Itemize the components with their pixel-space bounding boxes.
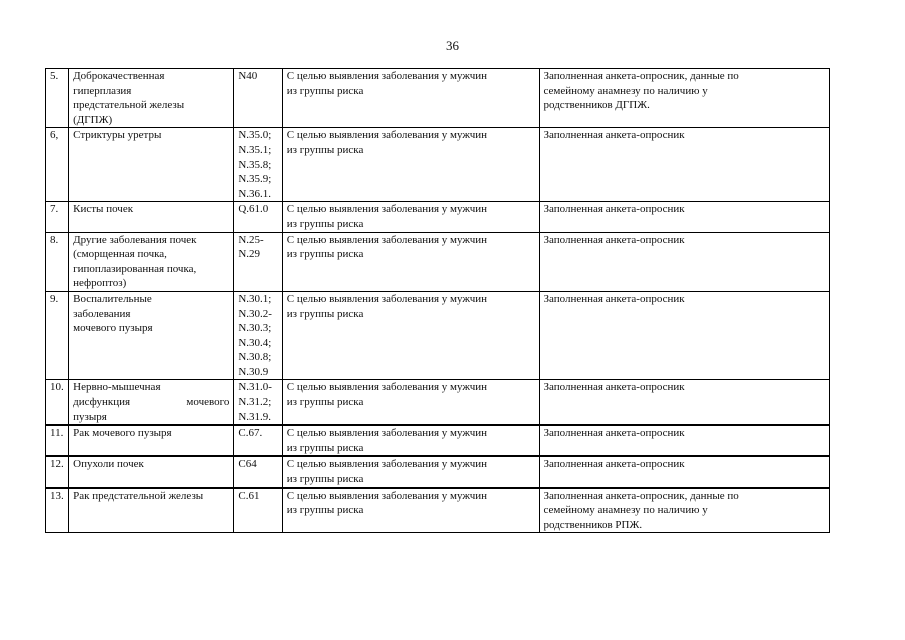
disease-name: Опухоли почек	[69, 456, 234, 487]
row-number: 8.	[46, 232, 69, 291]
screening-result: Заполненная анкета-опросник	[539, 232, 829, 291]
screening-result: Заполненная анкета-опросник	[539, 380, 829, 425]
screening-purpose: С целью выявления заболевания у мужчин из группы риска	[282, 425, 539, 456]
screening-result: Заполненная анкета-опросник, данные по семейному анамнезу по наличию у родственников ДГПЖ.	[539, 69, 829, 128]
icd-code: N.30.1; N.30.2- N.30.3; N.30.4; N.30.8; N.30.9	[234, 291, 282, 380]
row-number: 6,	[46, 128, 69, 202]
disease-name: Воспалительные заболевания мочевого пузыря	[69, 291, 234, 380]
table-row	[46, 202, 830, 232]
screening-result: Заполненная анкета-опросник	[539, 425, 829, 456]
row-number: 9.	[46, 291, 69, 380]
disease-name-word: дисфункция	[73, 396, 131, 409]
table-row	[46, 69, 830, 128]
disease-name-line: Нервно-мышечная	[73, 381, 161, 394]
screening-result: Заполненная анкета-опросник	[539, 291, 829, 380]
screening-result: Заполненная анкета-опросник	[539, 456, 829, 487]
disease-name: Кисты почек	[69, 202, 234, 232]
icd-code: N.35.0; N.35.1; N.35.8; N.35.9; N.36.1.	[234, 128, 282, 202]
screening-purpose: С целью выявления заболевания у мужчин из группы риска	[282, 488, 539, 533]
screening-result: Заполненная анкета-опросник	[539, 128, 829, 202]
icd-code: N.25- N.29	[234, 232, 282, 291]
disease-name: Стриктуры уретры	[69, 128, 234, 202]
disease-name: Доброкачественная гиперплазия предстательной железы (ДГПЖ)	[69, 69, 234, 128]
screening-purpose: С целью выявления заболевания у мужчин из группы риска	[282, 128, 539, 202]
disease-name	[69, 380, 234, 425]
icd-code: C.61	[234, 488, 282, 533]
screening-purpose: С целью выявления заболевания у мужчин из группы риска	[282, 291, 539, 380]
disease-name-word: мочевого	[186, 396, 230, 409]
disease-name: Другие заболевания почек (сморщенная почка, гипоплазированная почка, нефроптоз)	[69, 232, 234, 291]
table-row	[46, 380, 830, 425]
row-number: 5.	[46, 69, 69, 128]
screening-result: Заполненная анкета-опросник, данные по семейному анамнезу по наличию у родственников РПЖ.	[539, 488, 829, 533]
row-number: 11.	[46, 425, 69, 456]
disease-name-line	[73, 395, 229, 410]
disease-name: Рак мочевого пузыря	[69, 425, 234, 456]
disease-name: Рак предстательной железы	[69, 488, 234, 533]
screening-purpose: С целью выявления заболевания у мужчин из группы риска	[282, 380, 539, 425]
table-row	[46, 456, 830, 487]
icd-code: N.31.0- N.31.2; N.31.9.	[234, 380, 282, 425]
page-number: 36	[446, 38, 459, 53]
screening-purpose: С целью выявления заболевания у мужчин из группы риска	[282, 232, 539, 291]
row-number: 13.	[46, 488, 69, 533]
screening-table	[45, 68, 830, 533]
icd-code: Q.61.0	[234, 202, 282, 232]
screening-result: Заполненная анкета-опросник	[539, 202, 829, 232]
table-row	[46, 425, 830, 456]
icd-code: N40	[234, 69, 282, 128]
screening-purpose: С целью выявления заболевания у мужчин из группы риска	[282, 69, 539, 128]
table-row	[46, 128, 830, 202]
icd-code: C64	[234, 456, 282, 487]
table-row	[46, 488, 830, 533]
row-number: 10.	[46, 380, 69, 425]
table-row	[46, 232, 830, 291]
disease-name-line: пузыря	[73, 410, 107, 423]
table-row	[46, 291, 830, 380]
screening-purpose: С целью выявления заболевания у мужчин из группы риска	[282, 456, 539, 487]
screening-purpose: С целью выявления заболевания у мужчин из группы риска	[282, 202, 539, 232]
row-number: 12.	[46, 456, 69, 487]
icd-code: C.67.	[234, 425, 282, 456]
row-number: 7.	[46, 202, 69, 232]
